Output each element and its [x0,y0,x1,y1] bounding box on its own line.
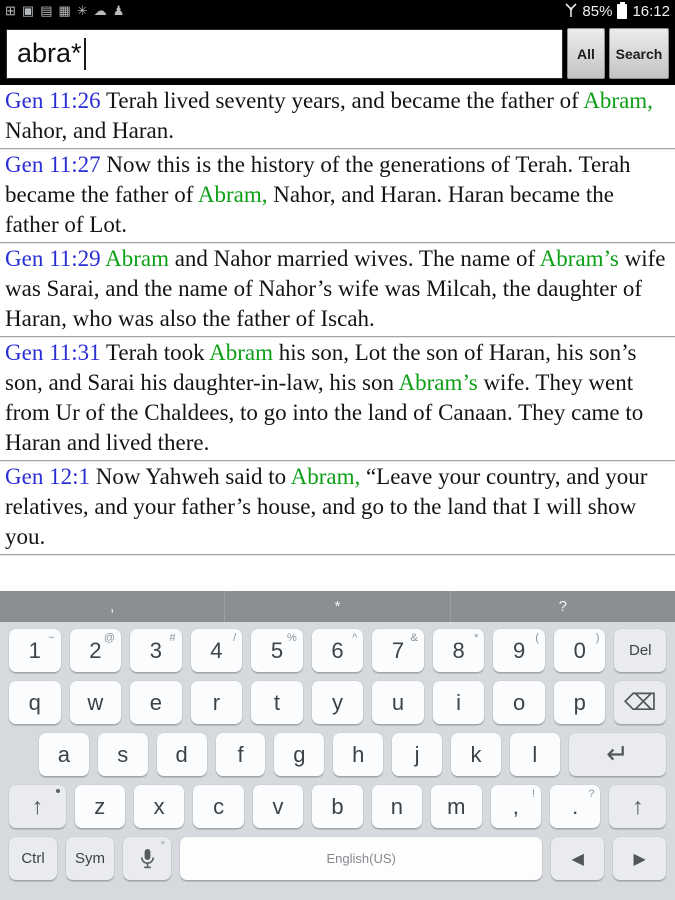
key-label: 6 [331,637,344,663]
key-x[interactable] [134,785,184,828]
key-label: y [332,689,343,715]
notification-icon-4: ▦ [58,3,71,18]
key-label: . [572,793,579,819]
notification-icon-3: ▤ [40,3,53,18]
key-label: English(US) [326,851,396,866]
key-backspace[interactable]: ⌫ [614,681,666,724]
clock: 16:12 [632,2,670,20]
key-secondary-label: ° [160,840,165,852]
key-secondary-label: ! [531,788,535,800]
key-secondary-label: ) [595,632,600,644]
key-label: 4 [210,637,223,663]
key-label: Ctrl [21,850,45,867]
keyboard-spacer [9,733,30,776]
key-secondary-label: * [474,632,479,644]
key-label: z [94,793,106,819]
verse-reference: Gen 11:27 [5,152,107,177]
notification-icons [5,0,124,22]
key-label: u [391,689,405,715]
key-period[interactable] [550,785,600,828]
key-comma[interactable] [491,785,541,828]
verse-reference: Gen 11:26 [5,88,106,113]
key-h[interactable] [333,733,383,776]
verse-list [0,85,675,555]
key-secondary-label: ~ [48,632,55,644]
keyboard-row [9,629,666,672]
key-secondary-label: ( [535,632,539,644]
key-4[interactable] [191,629,243,672]
verse-text: Now Yahweh said to [95,464,291,489]
verse-text: Nahor, and Haran. [5,118,174,143]
verse-row[interactable] [0,85,675,149]
suggestion-comma[interactable]: , [110,598,115,615]
key-label: 3 [149,637,162,663]
key-label: e [149,689,162,715]
key-c[interactable] [193,785,243,828]
suggestion-question[interactable]: ? [450,591,675,622]
verse-text: Terah took [105,340,210,365]
key-shift-left[interactable]: ↑ [9,785,66,828]
search-button[interactable]: Search [609,28,669,79]
search-input[interactable] [6,29,563,79]
key-secondary-label: ^ [352,632,358,644]
keyboard-row [9,837,666,880]
key-d[interactable] [157,733,207,776]
search-query-text: abra* [17,38,82,68]
key-label: w [87,689,104,715]
key-u[interactable] [372,681,424,724]
key-del[interactable] [614,629,666,672]
keyboard-rows [0,622,675,880]
verse-row[interactable] [0,337,675,461]
verse-reference: Gen 11:29 [5,246,106,271]
key-label: o [513,689,526,715]
battery-percent: 85% [582,2,613,20]
key-z[interactable] [75,785,125,828]
key-a[interactable] [39,733,89,776]
key-label: 7 [391,637,405,663]
key-label: b [331,793,344,819]
key-j[interactable] [392,733,442,776]
key-v[interactable] [253,785,303,828]
key-p[interactable] [554,681,606,724]
key-3[interactable] [130,629,182,672]
status-right [564,3,670,20]
verse-text: “Leave your country, and your relatives, and your father’s house, and go to the land that I will show you. [5,464,648,549]
suggestion-bar [0,591,675,622]
key-f[interactable] [216,733,266,776]
key-label: i [456,689,462,715]
verse-text: and Nahor married wives. The name of [168,246,540,271]
verse-reference: Gen 12:1 [5,464,96,489]
key-w[interactable] [70,681,122,724]
verse-text: wife. They went from Ur of the Chaldees, to go into the land of Canaan. They came to Haran and lived there. [5,370,644,455]
key-label: t [273,689,281,715]
verse-text: his son, Lot the son of Haran, his son’s son, and Sarai his daughter-in-law, his son [5,340,637,395]
key-label: Del [628,642,652,659]
key-mic[interactable] [123,837,171,880]
verse-text: wife was Sarai, and the name of Nahor’s wife was Milcah, the daughter of Haran, who was also the father of Iscah. [5,246,666,331]
key-label: Sym [75,850,105,867]
key-label: q [28,689,41,715]
key-label: 8 [452,637,465,663]
key-m[interactable] [431,785,481,828]
key-label: v [272,793,284,819]
key-label: r [212,689,221,715]
search-match-text: Abram, [197,182,268,207]
key-secondary-label: ? [588,788,595,800]
key-sym[interactable] [66,837,114,880]
key-label: k [470,741,482,767]
key-label: 2 [89,637,102,663]
key-label: l [532,741,538,767]
shift-state-dot [56,789,60,793]
key-secondary-label: & [410,632,418,644]
search-match-text: Abram’s [539,246,619,271]
status-bar [0,0,675,22]
key-label: n [390,793,404,819]
key-label: s [117,741,129,767]
keyboard-row [9,733,666,776]
key-0[interactable] [554,629,606,672]
key-label: a [57,741,70,767]
search-match-text: Abram [105,246,169,271]
search-match-text: Abram, [583,88,653,113]
suggestion-asterisk[interactable]: * [224,591,449,622]
keyboard [0,591,675,900]
verse-row[interactable] [0,243,675,337]
key-k[interactable] [451,733,501,776]
key-label: , [512,793,519,819]
notification-icon-2: ▣ [21,3,35,18]
key-7[interactable] [372,629,424,672]
notification-icon-5: ✳ [76,3,88,18]
key-9[interactable] [493,629,545,672]
key-label: p [573,689,586,715]
key-2[interactable] [70,629,122,672]
key-i[interactable] [433,681,485,724]
key-label: h [352,741,365,767]
key-secondary-label: @ [103,632,116,644]
search-match-text: Abram’s [398,370,478,395]
key-cursor-right[interactable]: ▶ [613,837,666,880]
key-cursor-left[interactable]: ◀ [551,837,604,880]
key-label: 5 [270,637,284,663]
verse-reference: Gen 11:31 [5,340,106,365]
key-label: d [175,741,188,767]
key-secondary-label: / [233,632,237,644]
key-secondary-label: # [169,632,176,644]
keyboard-row [9,681,666,724]
key-ctrl[interactable] [9,837,57,880]
key-g[interactable] [274,733,324,776]
key-secondary-label: % [286,632,297,644]
key-r[interactable] [191,681,243,724]
verse-row[interactable] [0,149,675,243]
notification-icon-6: ☁ [93,3,107,18]
key-label: g [293,741,306,767]
signal-antenna-icon [564,3,578,19]
key-enter[interactable]: ↵ [569,733,666,776]
verse-row[interactable] [0,461,675,555]
key-5[interactable] [251,629,303,672]
key-label: 0 [573,637,586,663]
key-label: c [213,793,225,819]
key-6[interactable] [312,629,364,672]
key-l[interactable] [510,733,560,776]
key-label: x [153,793,165,819]
key-e[interactable] [130,681,182,724]
search-bar [0,22,675,85]
key-label: m [447,793,466,819]
key-s[interactable] [98,733,148,776]
key-t[interactable] [251,681,303,724]
key-1[interactable] [9,629,61,672]
verse-text: Now this is the history of the generations of Terah. Terah became the father of [5,152,631,207]
search-match-text: Abram [209,340,273,365]
battery-icon [617,4,627,19]
key-label: f [237,741,244,767]
notification-icon-1: ⊞ [5,3,16,18]
key-label: 1 [28,637,41,663]
key-q[interactable] [9,681,61,724]
notification-icon-7: ♟ [112,3,125,18]
key-label: 9 [513,637,526,663]
key-8[interactable] [433,629,485,672]
text-cursor [84,38,86,70]
key-shift-right[interactable]: ↑ [609,785,666,828]
key-y[interactable] [312,681,364,724]
key-space[interactable] [180,837,542,880]
verse-text: Terah lived seventy years, and became the father of [105,88,584,113]
key-label: j [414,741,420,767]
key-o[interactable] [493,681,545,724]
all-button[interactable]: All [567,28,605,79]
search-match-text: Abram, [290,464,361,489]
verse-text: Nahor, and Haran. Haran became the father of Lot. [5,182,614,237]
key-b[interactable] [312,785,362,828]
key-n[interactable] [372,785,422,828]
keyboard-row [9,785,666,828]
